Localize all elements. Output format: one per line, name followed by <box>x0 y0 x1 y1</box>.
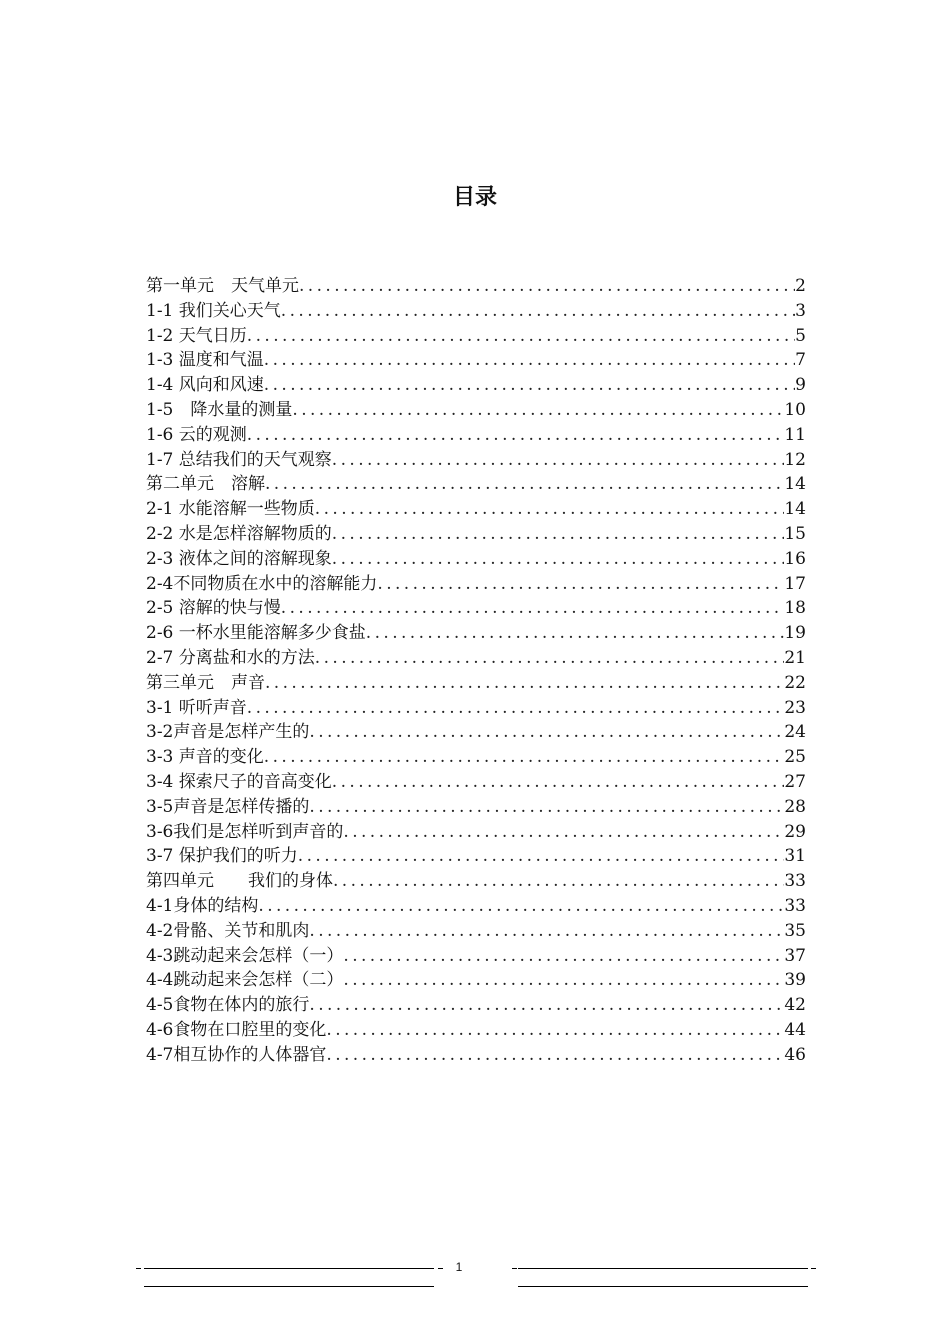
toc-entry-label: 3-7 保护我们的听力 <box>146 846 298 867</box>
toc-entry-label: 4-3跳动起来会怎样（一） <box>146 945 344 966</box>
toc-entry-label: 1-4 风向和风速 <box>146 375 264 396</box>
toc-dot-leader <box>343 968 784 993</box>
toc-entry[interactable] <box>146 820 806 845</box>
toc-dot-leader <box>315 646 785 671</box>
toc-entry[interactable] <box>146 646 806 671</box>
toc-dot-leader <box>332 522 785 547</box>
toc-dot-leader <box>281 596 785 621</box>
toc-entry-page: 37 <box>784 945 806 966</box>
toc-dot-leader <box>332 448 785 473</box>
toc-entry[interactable] <box>146 621 806 646</box>
toc-entry-label: 第一单元 天气单元 <box>146 276 299 296</box>
toc-entry-page: 10 <box>784 399 806 420</box>
toc-entry-label: 第二单元 溶解 <box>146 474 265 495</box>
toc-entry-label: 3-1 听听声音 <box>146 697 247 718</box>
toc-entry[interactable] <box>146 547 806 572</box>
toc-entry-label: 4-5食物在体内的旅行 <box>146 995 310 1016</box>
toc-dot-leader <box>377 572 784 597</box>
toc-entry-label: 1-3 温度和气温 <box>146 350 264 371</box>
toc-entry-label: 2-2 水是怎样溶解物质的 <box>146 523 332 544</box>
toc-entry-label: 第四单元 我们的身体 <box>146 871 333 892</box>
toc-entry-page: 24 <box>784 722 806 743</box>
footer-page-number: 1 <box>455 1260 463 1274</box>
toc-dot-leader <box>326 1018 784 1043</box>
toc-entry-label: 1-6 云的观测 <box>146 424 247 445</box>
toc-entry-label: 2-1 水能溶解一些物质 <box>146 499 315 520</box>
toc-entry[interactable] <box>146 770 806 795</box>
toc-dot-leader <box>309 795 784 820</box>
toc-dot-leader <box>265 671 784 696</box>
toc-entry[interactable] <box>146 671 806 696</box>
toc-entry[interactable] <box>146 299 806 324</box>
toc-entry-page: 2 <box>795 276 806 296</box>
toc-dot-leader <box>264 373 795 398</box>
toc-entry-page: 29 <box>784 821 806 842</box>
toc-dot-leader <box>281 299 795 324</box>
toc-entry-label: 4-1身体的结构 <box>146 895 259 916</box>
toc-entry-page: 33 <box>784 895 806 916</box>
footer-tick <box>512 1268 517 1269</box>
toc-entry-page: 12 <box>784 449 806 470</box>
toc-entry-page: 46 <box>784 1044 806 1065</box>
toc-entry-page: 31 <box>784 846 806 867</box>
toc-entry[interactable] <box>146 944 806 969</box>
toc-entry-label: 2-3 液体之间的溶解现象 <box>146 548 332 569</box>
toc-dot-leader <box>309 919 784 944</box>
toc-entry-label: 2-5 溶解的快与慢 <box>146 598 281 619</box>
toc-entry-page: 21 <box>784 647 806 668</box>
toc-dot-leader <box>265 472 784 497</box>
toc-entry[interactable] <box>146 572 806 597</box>
toc-entry[interactable] <box>146 348 806 373</box>
toc-entry-label: 3-6我们是怎样听到声音的 <box>146 821 344 842</box>
toc-entry-label: 2-7 分离盐和水的方法 <box>146 647 315 668</box>
toc-dot-leader <box>258 894 784 919</box>
toc-entry-page: 15 <box>784 523 806 544</box>
toc-entry-page: 22 <box>784 672 806 693</box>
toc-entry-label: 3-2声音是怎样产生的 <box>146 722 310 743</box>
toc-dot-leader <box>326 1043 784 1068</box>
toc-dot-leader <box>264 348 795 373</box>
toc-dot-leader <box>332 547 785 572</box>
toc-entry-label: 3-5声音是怎样传播的 <box>146 796 310 817</box>
toc-entry[interactable] <box>146 720 806 745</box>
toc-dot-leader <box>332 770 785 795</box>
toc-dot-leader <box>333 869 784 894</box>
toc-entry[interactable] <box>146 993 806 1018</box>
toc-dot-leader <box>292 398 784 423</box>
toc-entry-page: 11 <box>784 424 806 445</box>
page-footer <box>0 1258 950 1298</box>
toc-entry[interactable] <box>146 795 806 820</box>
toc-entry-page: 25 <box>784 747 806 768</box>
toc-entry[interactable] <box>146 745 806 770</box>
toc-entry[interactable] <box>146 844 806 869</box>
toc-entry-page: 33 <box>784 871 806 892</box>
toc-entry[interactable] <box>146 1018 806 1043</box>
toc-entry-page: 18 <box>784 598 806 619</box>
toc-entry-page: 35 <box>784 920 806 941</box>
toc-entry-page: 19 <box>784 623 806 644</box>
toc-dot-leader <box>309 993 784 1018</box>
toc-entry-label: 4-4跳动起来会怎样（二） <box>146 970 344 991</box>
toc-dot-leader <box>299 274 795 299</box>
toc-entry-label: 4-2骨骼、关节和肌肉 <box>146 920 310 941</box>
toc-entry-label: 4-7相互协作的人体器官 <box>146 1044 327 1065</box>
toc-entry-label: 1-5 降水量的测量 <box>146 399 293 420</box>
toc-dot-leader <box>247 423 785 448</box>
toc-entry-page: 7 <box>795 350 806 371</box>
footer-rule <box>144 1286 434 1287</box>
toc-dot-leader <box>315 497 785 522</box>
toc-entry-label: 4-6食物在口腔里的变化 <box>146 1019 327 1040</box>
toc-entry-page: 9 <box>795 375 806 396</box>
toc-entry[interactable] <box>146 919 806 944</box>
toc-dot-leader <box>247 696 785 721</box>
toc-entry[interactable] <box>146 274 806 299</box>
footer-rule <box>518 1286 808 1287</box>
toc-entry[interactable] <box>146 398 806 423</box>
toc-dot-leader <box>366 621 785 646</box>
toc-entry-page: 23 <box>784 697 806 718</box>
toc-entry[interactable] <box>146 497 806 522</box>
toc-entry[interactable] <box>146 869 806 894</box>
toc-entry-label: 1-7 总结我们的天气观察 <box>146 449 332 470</box>
toc-entry-label: 第三单元 声音 <box>146 672 265 693</box>
toc-entry-page: 5 <box>795 325 806 346</box>
toc-entry[interactable] <box>146 373 806 398</box>
toc-entry[interactable] <box>146 596 806 621</box>
toc-dot-leader <box>247 324 795 349</box>
toc-entry-label: 2-4不同物质在水中的溶解能力 <box>146 573 378 594</box>
toc-entry[interactable] <box>146 324 806 349</box>
toc-dot-leader <box>343 820 784 845</box>
toc-entry[interactable] <box>146 522 806 547</box>
toc-entry-page: 28 <box>784 796 806 817</box>
toc-entry-label: 2-6 一杯水里能溶解多少食盐 <box>146 623 366 644</box>
toc-entry[interactable] <box>146 448 806 473</box>
toc-entry-label: 3-4 探索尺子的音高变化 <box>146 771 332 792</box>
table-of-contents <box>146 274 806 1068</box>
toc-dot-leader <box>264 745 785 770</box>
toc-entry-page: 44 <box>784 1019 806 1040</box>
toc-entry[interactable] <box>146 968 806 993</box>
toc-entry-label: 1-2 天气日历 <box>146 325 247 346</box>
footer-tick <box>811 1268 816 1269</box>
toc-entry-page: 14 <box>784 499 806 520</box>
toc-entry-page: 39 <box>784 970 806 991</box>
toc-entry[interactable] <box>146 696 806 721</box>
toc-dot-leader <box>343 944 784 969</box>
toc-entry[interactable] <box>146 894 806 919</box>
toc-entry[interactable] <box>146 1043 806 1068</box>
page-title: 目录 <box>452 185 497 210</box>
toc-entry-page: 27 <box>784 771 806 792</box>
toc-entry-page: 17 <box>784 573 806 594</box>
toc-dot-leader <box>309 720 784 745</box>
toc-entry-page: 42 <box>784 995 806 1016</box>
toc-entry[interactable] <box>146 423 806 448</box>
toc-entry-label: 3-3 声音的变化 <box>146 747 264 768</box>
toc-entry-page: 14 <box>784 474 806 495</box>
toc-entry-page: 16 <box>784 548 806 569</box>
footer-rule <box>518 1268 808 1269</box>
toc-entry-label: 1-1 我们关心天气 <box>146 300 281 321</box>
toc-entry[interactable] <box>146 472 806 497</box>
toc-dot-leader <box>298 844 785 869</box>
toc-entry-page: 3 <box>795 300 806 321</box>
